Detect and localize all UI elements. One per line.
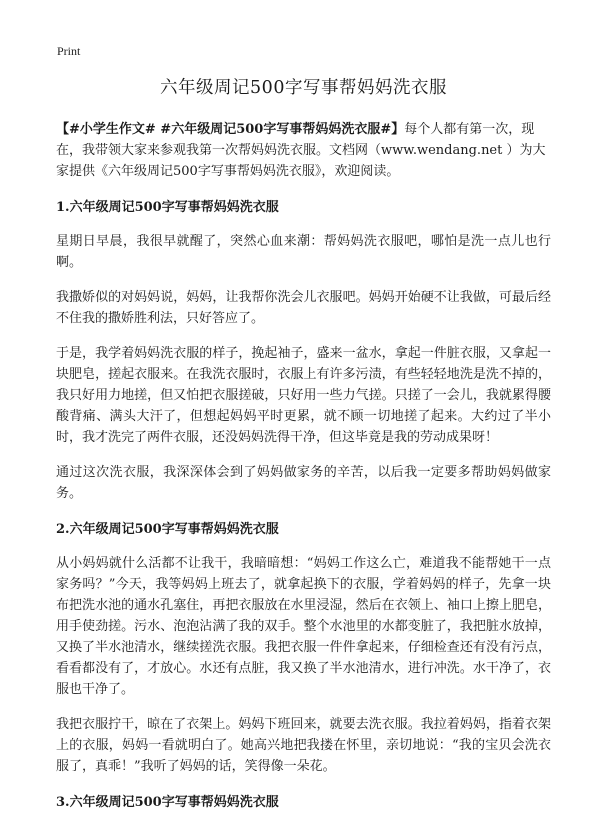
intro-tags: 【#小学生作文# #六年级周记500字写事帮妈妈洗衣服#】 <box>56 122 405 137</box>
section-heading-3: 3.六年级周记500字写事帮妈妈洗衣服 <box>56 795 279 810</box>
intro-paragraph <box>56 119 551 182</box>
section-heading-2: 2.六年级周记500字写事帮妈妈洗衣服 <box>56 522 279 537</box>
section-1-paragraph: 通过这次洗衣服，我深深体会到了妈妈做家务的辛苦，以后我一定要多帮助妈妈做家务。 <box>56 465 551 501</box>
section-1-paragraph: 我撒娇似的对妈妈说，妈妈，让我帮你洗会儿衣服吧。妈妈开始硬不让我做，可最后经不住我的撒娇胜利法，只好答应了。 <box>56 290 551 326</box>
section-2-paragraph: 我把衣服拧干，晾在了衣架上。妈妈下班回来，就要去洗衣服。我拉着妈妈，指着衣架上的衣服，妈妈一看就明白了。她高兴地把我搂在怀里，亲切地说：“我的宝贝会洗衣服了，真乖！”我听了妈妈的话，笑得像一朵花。 <box>56 717 551 774</box>
section-2-paragraph: 从小妈妈就什么活都不让我干，我暗暗想：“妈妈工作这么亡，难道我不能帮她干一点家务吗？”今天，我等妈妈上班去了，就拿起换下的衣服，学着妈妈的样子，先拿一块布把洗水池的通水孔塞住，再把衣服放在水里浸湿，然后在衣领上、袖口上擦上肥皂，用手使劲搓。污水、泡泡沾满了我的双手。整个水池里的水都变脏了，我把脏水放掉，又换了半水池清水，继续搓洗衣服。我把衣服一件件拿起来，仔细检查还有没有污点，看看都没有了，才放心。水还有点脏，我又换了半水池清水，进行冲洗。水干净了，衣服也干净了。 <box>56 556 551 697</box>
section-1-paragraph: 于是，我学着妈妈洗衣服的样子，挽起袖子，盛来一盆水，拿起一件脏衣服，又拿起一块肥皂，搓起衣服来。在我洗衣服时，衣服上有许多污渍，有些轻轻地洗是洗不掉的，我只好用力地搓，但又怕把衣服搓破，只好用一些力气搓。只搓了一会儿，我就累得腰酸背痛、满头大汗了，但想起妈妈平时更累，就不顾一切地搓了起来。大约过了半小时，我才洗完了两件衣服，还没妈妈洗得干净，但这毕竟是我的劳动成果呀！ <box>56 346 551 445</box>
page-title: 六年级周记500字写事帮妈妈洗衣服 <box>160 78 447 98</box>
section-heading-1: 1.六年级周记500字写事帮妈妈洗衣服 <box>56 200 279 215</box>
section-1-paragraph: 星期日早晨，我很早就醒了，突然心血来潮：帮妈妈洗衣服吧，哪怕是洗一点儿也行啊。 <box>56 234 551 270</box>
print-link[interactable]: Print <box>57 44 81 58</box>
article <box>56 74 551 826</box>
intro-text: 每个人都有第一次，现在，我带领大家来参观我第一次帮妈妈洗衣服。文档网（www.wendang.net ）为大家提供《六年级周记500字写事帮妈妈洗衣服》，欢迎阅读。 <box>56 122 546 179</box>
